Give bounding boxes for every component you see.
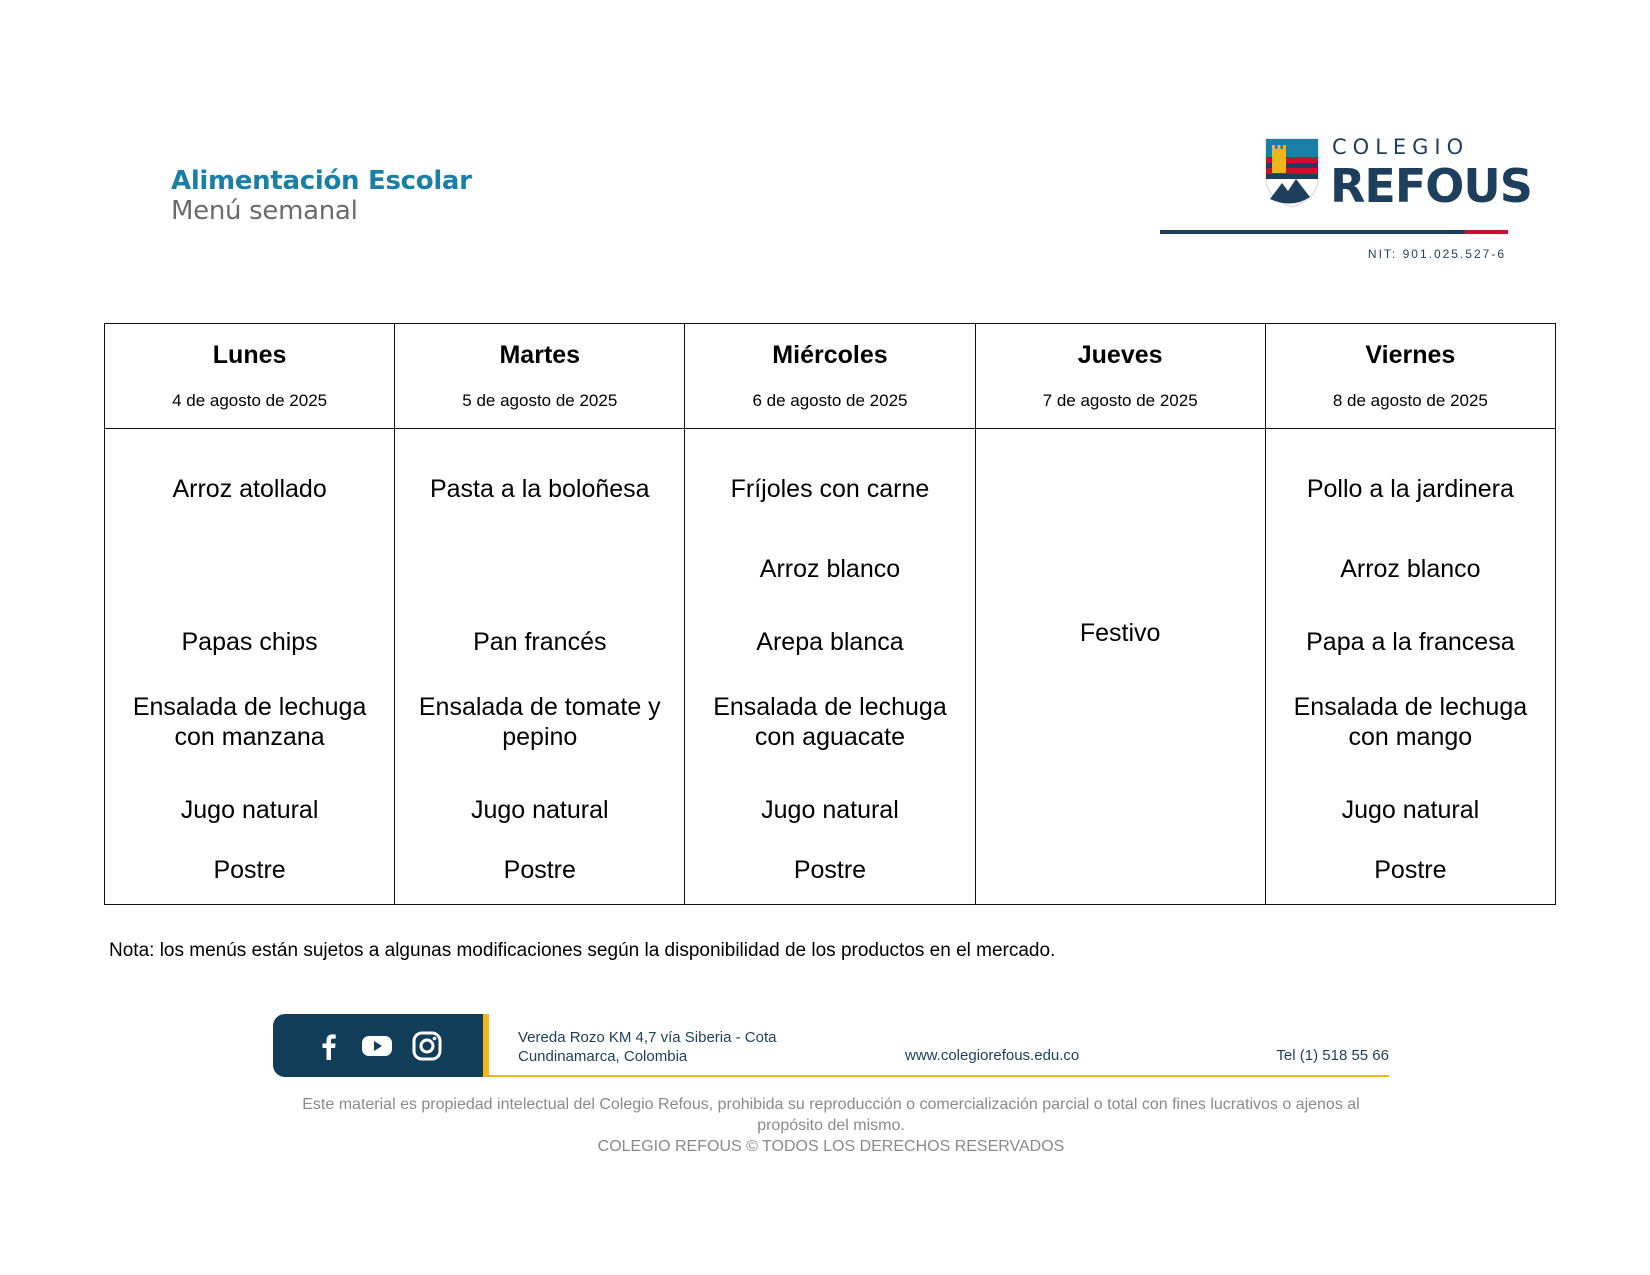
menu-item: Postre — [1374, 856, 1447, 884]
phone-number: Tel (1) 518 55 66 — [1276, 1047, 1389, 1064]
weekly-menu-table — [104, 323, 1556, 905]
day-header-monday — [105, 324, 395, 429]
menu-item: Jugo natural — [180, 796, 319, 824]
table-header-row — [105, 324, 1556, 429]
menu-item: Jugo natural — [761, 796, 899, 824]
menu-note: Nota: los menús están sujetos a algunas modificaciones según la disponibilidad de los productos en el mercado. — [109, 940, 1056, 961]
school-logo — [1160, 135, 1532, 265]
legal-line-1: Este material es propiedad intelectual del Colegio Refous, prohibida su reproducción o comercialización parcial o total con fines lucrativos o ajenos al propósito del mismo. — [302, 1096, 1360, 1134]
address-line-1: Vereda Rozo KM 4,7 vía Siberia - Cota — [518, 1029, 777, 1046]
menu-cell-friday — [1265, 429, 1555, 905]
menu-item: Ensalada de lechuga con aguacate — [713, 693, 947, 751]
menu-item — [111, 529, 388, 609]
menu-item: Pan francés — [473, 627, 607, 656]
logo-divider — [1160, 230, 1508, 234]
day-name: Jueves — [1077, 341, 1163, 369]
menu-item: Postre — [503, 856, 576, 884]
day-header-thursday — [975, 324, 1265, 429]
address-line-2: Cundinamarca, Colombia — [518, 1048, 688, 1065]
day-header-wednesday — [685, 324, 975, 429]
page-title: Alimentación Escolar — [171, 166, 472, 196]
day-date: 8 de agosto de 2025 — [1332, 391, 1488, 410]
menu-item: Pasta a la boloñesa — [429, 475, 650, 503]
youtube-icon[interactable] — [361, 1030, 393, 1062]
menu-item: Papas chips — [181, 627, 318, 656]
menu-cell-thursday — [975, 429, 1265, 905]
menu-item: Ensalada de lechuga con mango — [1293, 693, 1528, 751]
legal-notice — [273, 1094, 1389, 1157]
menu-item: Arroz blanco — [1340, 555, 1481, 583]
day-name: Martes — [499, 341, 581, 369]
day-name: Viernes — [1365, 341, 1456, 369]
menu-cell-monday — [105, 429, 395, 905]
website-link[interactable]: www.colegiorefous.edu.co — [905, 1047, 1080, 1064]
day-date: 5 de agosto de 2025 — [462, 391, 618, 410]
menu-item — [401, 529, 678, 609]
instagram-icon[interactable] — [411, 1030, 443, 1062]
legal-line-2: COLEGIO REFOUS © TODOS LOS DERECHOS RESERVADOS — [597, 1138, 1065, 1155]
day-header-friday — [1265, 324, 1555, 429]
day-name: Miércoles — [772, 341, 888, 369]
social-bar-accent — [483, 1014, 489, 1077]
menu-item: Arroz blanco — [759, 555, 901, 583]
table-row — [105, 429, 1556, 905]
menu-item: Jugo natural — [470, 796, 609, 824]
day-date: 6 de agosto de 2025 — [752, 391, 908, 410]
document-title — [171, 166, 472, 226]
menu-item: Arepa blanca — [756, 627, 904, 656]
menu-item: Ensalada de tomate y pepino — [418, 693, 661, 751]
menu-item: Pollo a la jardinera — [1306, 475, 1514, 503]
nit-number: NIT: 901.025.527-6 — [1367, 247, 1506, 261]
holiday-label: Festivo — [1079, 619, 1161, 647]
menu-item: Arroz atollado — [172, 475, 327, 503]
menu-item: Ensalada de lechuga con manzana — [132, 693, 367, 751]
menu-item: Jugo natural — [1341, 796, 1480, 824]
day-name: Lunes — [212, 341, 287, 369]
footer-divider — [483, 1075, 1389, 1077]
facebook-icon[interactable] — [313, 1030, 345, 1062]
menu-item: Papa a la francesa — [1306, 627, 1515, 656]
menu-item: Postre — [213, 856, 286, 884]
day-date: 4 de agosto de 2025 — [172, 391, 328, 410]
day-date: 7 de agosto de 2025 — [1042, 391, 1198, 410]
shield-icon — [1264, 137, 1320, 209]
menu-cell-wednesday — [685, 429, 975, 905]
menu-cell-tuesday — [395, 429, 685, 905]
logo-small-text: COLEGIO — [1332, 135, 1470, 159]
social-links-bar — [273, 1014, 483, 1077]
page-subtitle: Menú semanal — [171, 196, 358, 226]
logo-divider-accent — [1465, 230, 1508, 234]
school-address — [518, 1028, 776, 1066]
logo-big-text: REFOUS — [1330, 159, 1532, 213]
day-header-tuesday — [395, 324, 685, 429]
menu-item: Postre — [793, 856, 867, 884]
menu-item: Fríjoles con carne — [730, 475, 930, 503]
